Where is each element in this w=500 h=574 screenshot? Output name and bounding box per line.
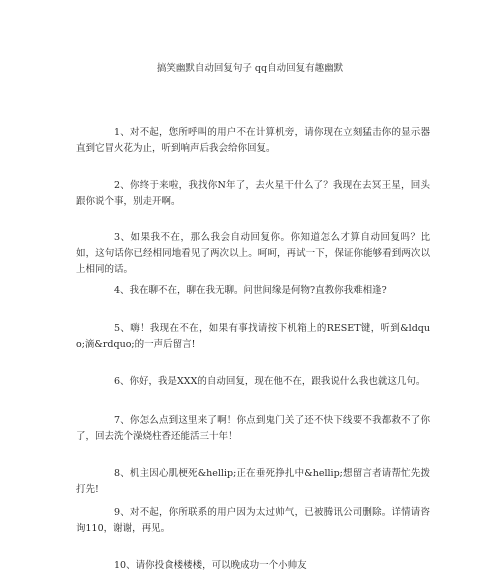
paragraph-5: 5、嗨！我现在不在，如果有事找请按下机箱上的RESET键，听到&ldquo;滴&rdquo;的一声后留言! [76, 323, 430, 350]
document-title: 搞笑幽默自动回复句子 qq自动回复有趣幽默 [156, 63, 344, 74]
paragraph-1: 1、对不起，您所呼叫的用户不在计算机旁，请你现在立刻猛击你的显示器直到它冒火花为止，听到响声后我会给你回复。 [76, 127, 430, 154]
paragraph-7: 7、你怎么点到这里来了啊！你点到鬼门关了还不快下线要不我都救不了你了，回去洗个澡烧柱香还能活三十年！ [76, 415, 430, 442]
paragraph-6: 6、你好，我是XXX的自动回复，现在他不在，跟我说什么我也就这几句。 [114, 376, 426, 387]
paragraph-9: 9、对不起，你所联系的用户因为太过帅气，已被腾讯公司删除。详情请咨询110，谢谢，再见。 [76, 507, 430, 534]
paragraph-8: 8、机主因心肌梗死&hellip;正在垂死挣扎中&hellip;想留言者请帮忙先拨打先! [76, 468, 430, 495]
paragraph-3: 3、如果我不在，那么我会自动回复你。你知道怎么才算自动回复吗？比如，这句话你已经相同地看见了两次以上。呵呵，再试一下，保证你能够看到两次以上相同的话。 [76, 232, 430, 275]
paragraph-2: 2、你终于来啦，我找你N年了，去火星干什么了？我现在去冥王星，回头跟你说个事，别走开啊。 [76, 180, 430, 207]
paragraph-4: 4、我在聊不在，聊在我无聊。问世间缘是何物?直教你我难相逢? [114, 285, 387, 296]
paragraph-10: 10、请你投食楼楼楼，可以晚成功一个小帅友 [114, 560, 307, 571]
